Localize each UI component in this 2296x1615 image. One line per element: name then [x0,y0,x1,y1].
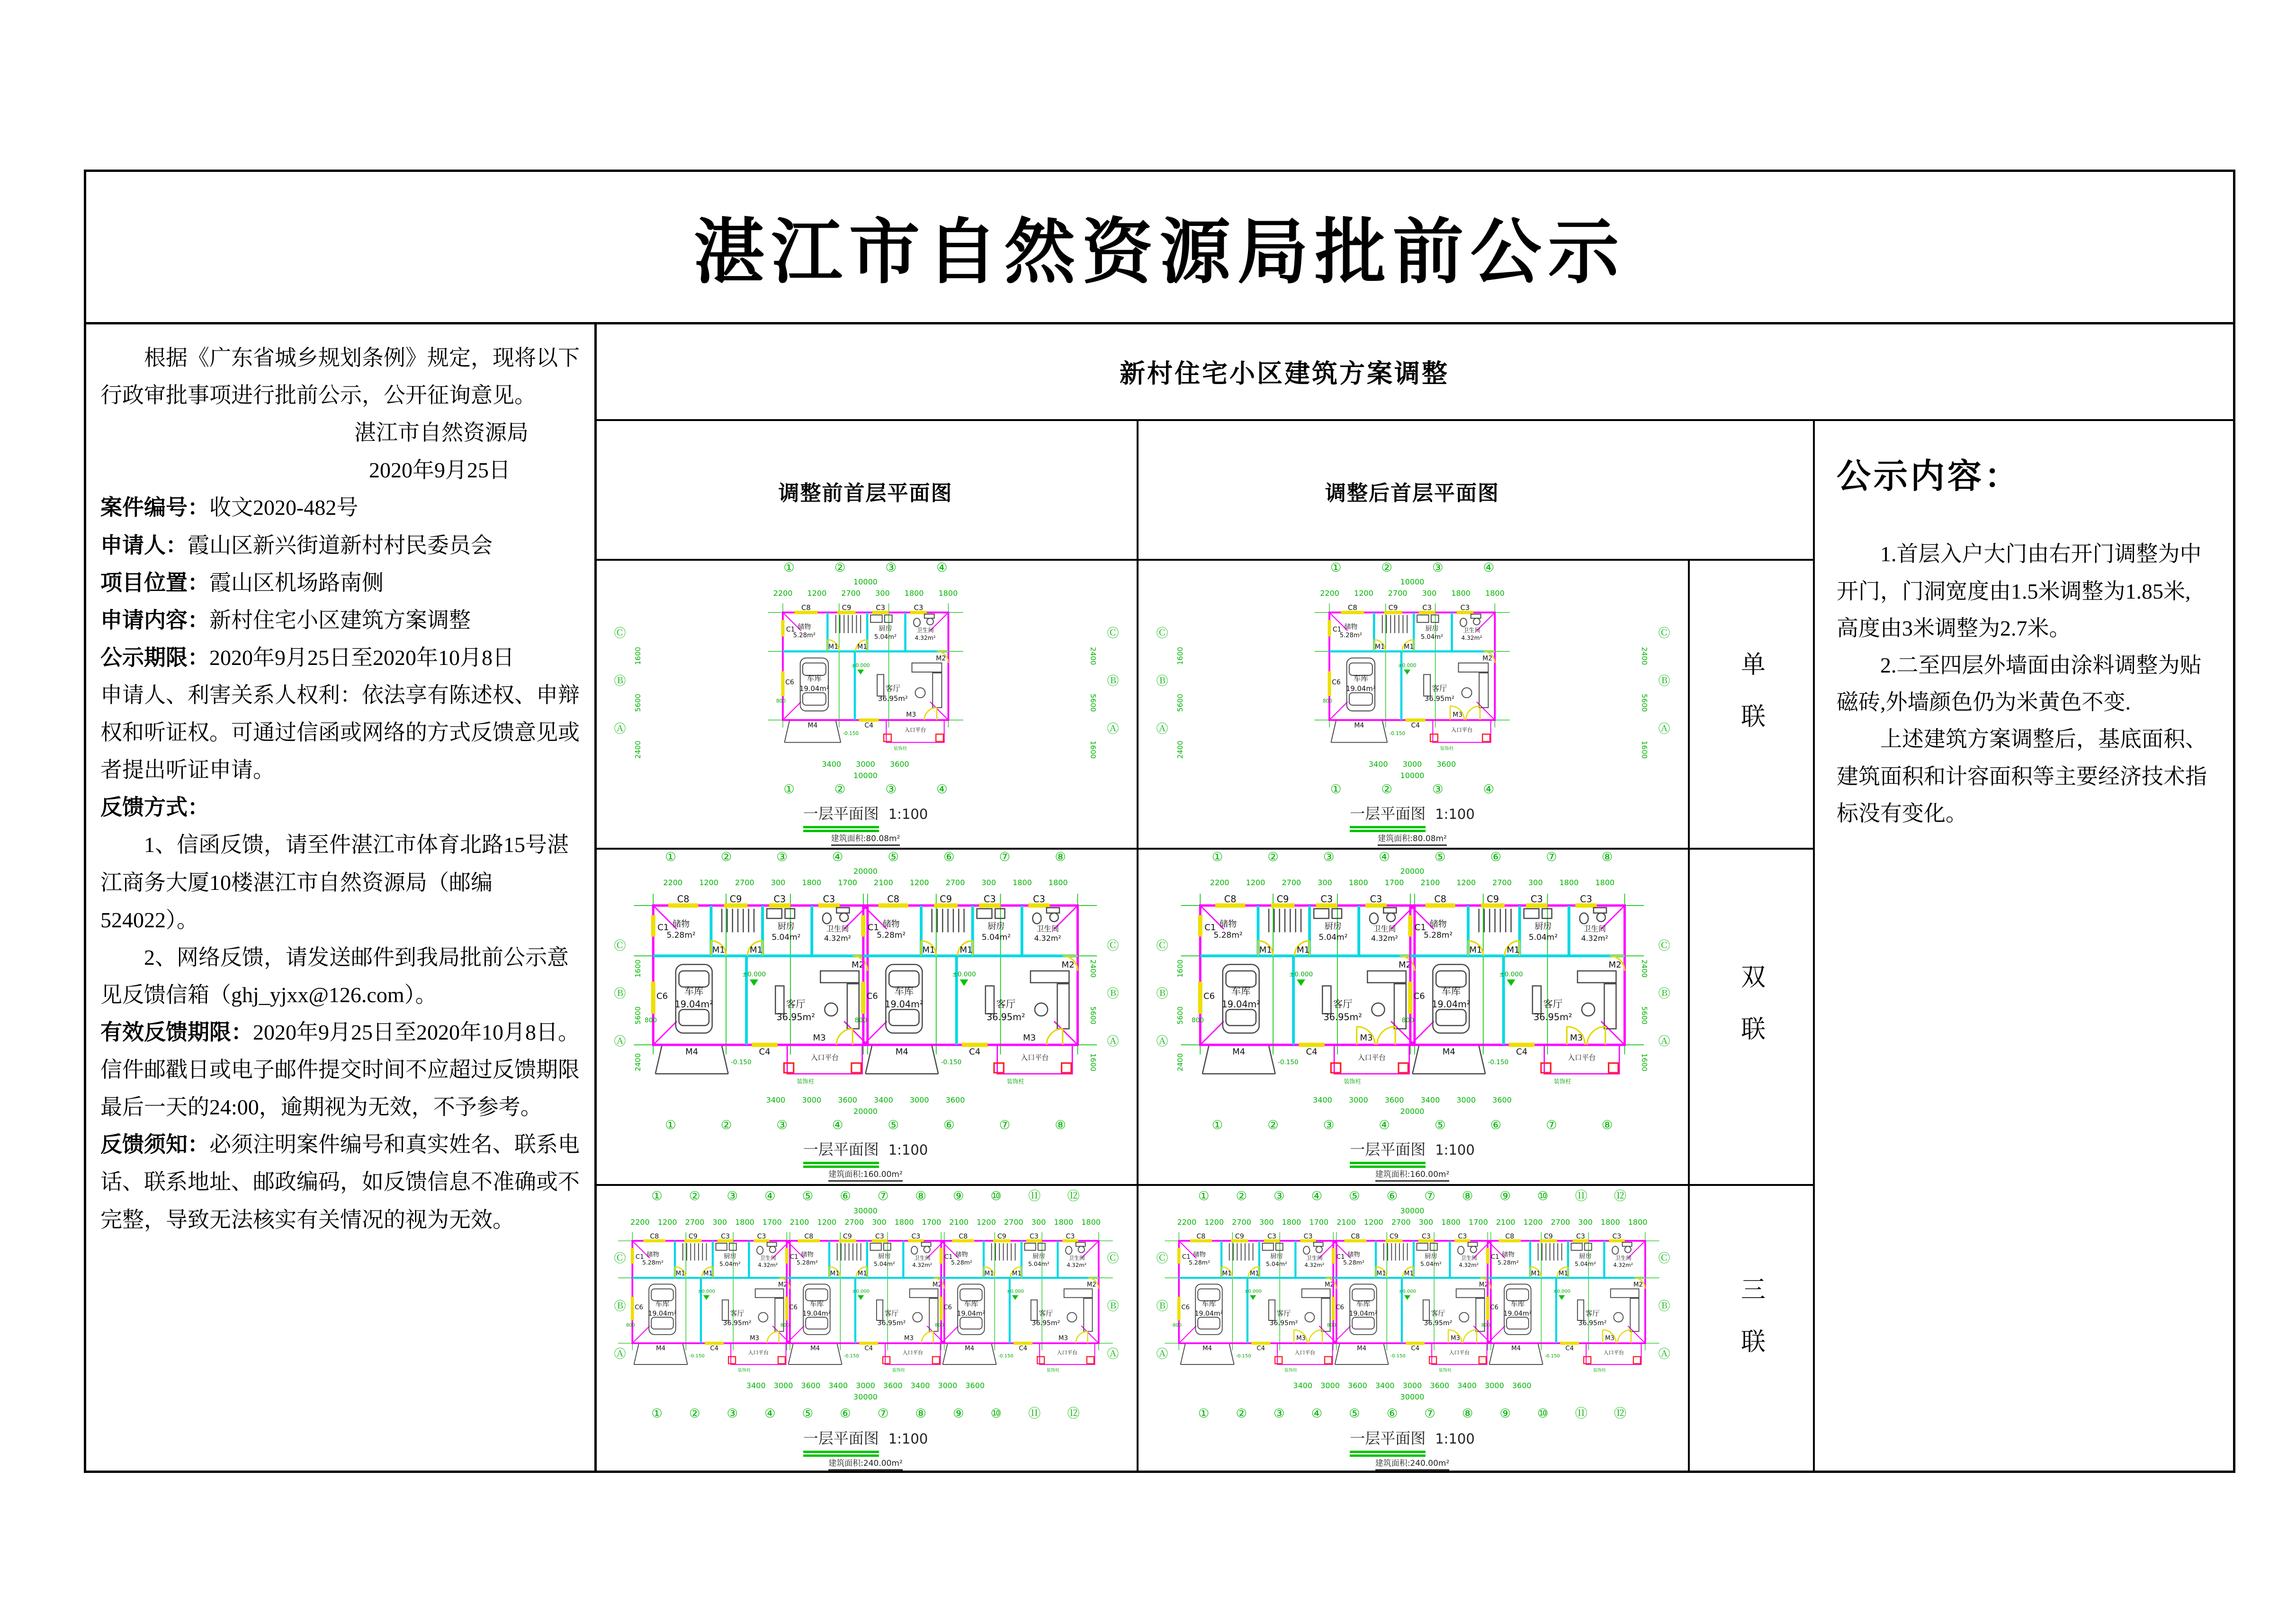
field-value: 2020年9月25日至2020年10月8日 [209,645,514,670]
plan-caption-scale: 1:100 [888,1431,928,1447]
dim-total-top: 30000 [853,1206,878,1215]
intro-paragraph: 根据《广东省城乡规划条例》规定，现将以下行政审批事项进行批前公示，公开征询意见。 [100,346,580,408]
dims-top: 2200 1200 2700 300 1800 1700 2100 1200 2700 300 1800 1700 2100 1200 2700 300 1800 1800 [1177,1218,1648,1227]
plan-cell-triple-after [1139,1186,1686,1471]
side-dimensions: 2400 5600 1600 [634,646,642,759]
row-label-triple: 三联 [1737,1276,1764,1381]
axis-numbers-bottom: ① ② ③ ④ ⑤ ⑥ ⑦ ⑧ ⑨ ⑩ ⑪ ⑫ [651,1407,1080,1421]
field-label: 项目位置： [100,570,209,595]
axis-numbers-bottom: ① ② ③ ④ ⑤ ⑥ ⑦ ⑧ [1211,1118,1613,1132]
field-value: 霞山区新兴街道新村村民委员会 [188,533,493,557]
plan-floor-area: 建筑面积:80.08m² [1378,832,1447,846]
dims-bottom: 3400 3000 3600 3400 3000 3600 [766,1095,965,1104]
notice-content-title: 公示内容： [1837,458,2022,495]
dim-total-bottom: 20000 [853,1107,878,1116]
field-applicant [100,527,580,564]
plan-caption [1350,802,1475,829]
dims-bottom: 3400 3000 3600 3400 3000 3600 [1313,1095,1512,1104]
plan-floor-area: 建筑面积:80.08m² [831,832,900,846]
dims-bottom: 3400 3000 3600 3400 3000 3600 3400 3000 3600 [746,1381,985,1390]
plan-cell-double-before [596,850,1135,1182]
side-axis-letters: Ⓒ Ⓑ Ⓐ [1657,1252,1670,1376]
axis-numbers-bottom: ① ② ③ ④ ⑤ ⑥ ⑦ ⑧ [665,1118,1066,1132]
plan-caption-scale: 1:100 [1435,806,1475,822]
plan-caption-title: 一层平面图 [1350,802,1426,829]
side-dimensions: 2400 5600 1600 [634,959,642,1072]
field-value: 新村住宅小区建筑方案调整 [209,608,471,632]
dims-top: 2200 1200 2700 300 1800 1700 2100 1200 2700 300 1800 1700 2100 1200 2700 300 1800 1800 [630,1218,1101,1227]
signature-org: 湛江市自然资源局 [354,421,529,445]
field-value: 霞山区机场路南侧 [209,570,384,595]
floor-plan-double-before [632,889,1099,1093]
plan-caption-title: 一层平面图 [803,1138,879,1165]
dim-total-bottom: 10000 [853,771,878,780]
notice-content-p1: 1.首层入户大门由右开门调整为中开门，门洞宽度由1.5米调整为1.85米,高度由3米调整为2.7米。 [1837,542,2202,640]
notice-content-panel [1815,423,2233,1471]
side-axis-letters: Ⓒ Ⓑ Ⓐ [612,1252,626,1376]
plan-caption [803,802,928,829]
dim-total-bottom: 10000 [1400,771,1425,780]
plan-floor-area: 建筑面积:160.00m² [1375,1167,1450,1182]
plan-caption-title: 一层平面图 [803,1427,879,1454]
plan-floor-area: 建筑面积:240.00m² [1375,1456,1450,1471]
floor-plan-triple-after [1163,1229,1661,1379]
floor-plan-triple-before [617,1229,1114,1379]
field-label: 案件编号： [100,495,209,520]
field-period [100,639,580,676]
dim-total-top: 20000 [853,867,878,876]
floor-plan-single-after [1313,600,1511,757]
plan-caption-title: 一层平面图 [1350,1138,1426,1165]
page-title: 湛江市自然资源局批前公示 [693,214,1626,292]
side-axis-letters: Ⓒ Ⓑ Ⓐ [1105,939,1119,1063]
floor-plan-double-after [1179,889,1646,1093]
dims-bottom: 3400 3000 3600 3400 3000 3600 3400 3000 3600 [1293,1381,1532,1390]
dim-total-top: 10000 [853,577,878,586]
side-axis-letters: Ⓒ Ⓑ Ⓐ [1155,627,1168,751]
dim-total-bottom: 20000 [1400,1107,1425,1116]
side-axis-letters: Ⓒ Ⓑ Ⓐ [1105,627,1119,751]
plans-section-title: 新村住宅小区建筑方案调整 [1120,359,1449,388]
row-label-single: 单联 [1737,651,1764,755]
side-dimensions: 2400 5600 1600 [1176,959,1184,1072]
plan-floor-area: 建筑面积:240.00m² [828,1456,903,1471]
axis-numbers-bottom: ① ② ③ ④ ⑤ ⑥ ⑦ ⑧ ⑨ ⑩ ⑪ ⑫ [1198,1407,1626,1421]
side-dimensions: 2400 5600 1600 [1089,646,1097,759]
dims-top: 2200 1200 2700 300 1800 1700 2100 1200 2700 300 1800 1800 [663,878,1068,887]
axis-numbers-top: ① ② ③ ④ [783,561,948,575]
field-content [100,601,580,639]
field-location [100,564,580,601]
plan-caption [803,1427,928,1454]
dim-total-top: 30000 [1400,1206,1425,1215]
row-label-double: 双联 [1737,964,1764,1068]
feedback-heading: 反馈方式： [100,795,209,820]
plan-cell-single-after [1139,561,1686,846]
feedback-item-email: 2、网络反馈，请发送邮件到我局批前公示意见反馈信箱（ghj_yjxx@126.com）。 [100,945,569,1007]
notice-content-p2: 2.二至四层外墙面由涂料调整为贴磁砖,外墙颜色仍为米黄色不变. [1837,653,2202,715]
deadline-label: 有效反馈期限： [100,1020,253,1044]
plan-caption-title: 一层平面图 [1350,1427,1426,1454]
side-axis-letters: Ⓒ Ⓑ Ⓐ [1105,1252,1119,1376]
rule-under-plans-header [594,419,2235,421]
dim-total-top: 20000 [1400,867,1425,876]
plan-floor-area: 建筑面积:160.00m² [828,1167,903,1182]
signature-date: 2020年9月25日 [369,458,511,483]
axis-numbers-top: ① ② ③ ④ ⑤ ⑥ ⑦ ⑧ ⑨ ⑩ ⑪ ⑫ [1198,1189,1626,1203]
dims-bottom: 3400 3000 3600 [1368,760,1456,769]
dims-top: 2200 1200 2700 300 1800 1800 [1320,589,1505,598]
axis-numbers-top: ① ② ③ ④ ⑤ ⑥ ⑦ ⑧ [665,850,1066,864]
plan-caption [1350,1427,1475,1454]
axis-numbers-bottom: ① ② ③ ④ [1330,782,1495,797]
axis-numbers-top: ① ② ③ ④ [1330,561,1495,575]
side-axis-letters: Ⓒ Ⓑ Ⓐ [1155,939,1168,1063]
side-dimensions: 2400 5600 1600 [1176,646,1184,759]
dim-total-bottom: 30000 [853,1392,878,1401]
plan-cell-double-after [1139,850,1686,1182]
plan-caption-scale: 1:100 [1435,1431,1475,1447]
side-dimensions: 2400 5600 1600 [1640,646,1649,759]
plan-caption-scale: 1:100 [888,806,928,822]
notice-paragraph [100,1126,580,1238]
field-label: 公示期限： [100,645,209,670]
floor-plan-single-before [766,600,965,757]
dims-bottom: 3400 3000 3600 [822,760,909,769]
notice-content-p3: 上述建筑方案调整后，基底面积、建筑面积和计容面积等主要经济技术指标没有变化。 [1837,727,2207,825]
deadline-paragraph [100,1014,580,1126]
side-dimensions: 2400 5600 1600 [1089,959,1097,1072]
plan-cell-single-before [596,561,1135,846]
plan-caption [803,1138,928,1165]
plan-caption-scale: 1:100 [888,1142,928,1158]
axis-numbers-bottom: ① ② ③ ④ [783,782,948,797]
dim-total-bottom: 30000 [1400,1392,1425,1401]
side-axis-letters: Ⓒ Ⓑ Ⓐ [612,627,626,751]
feedback-item-mail: 1、信函反馈，请至件湛江市体育北路15号湛江商务大厦10楼湛江市自然资源局（邮编524022）。 [100,833,569,932]
column-header-after: 调整后首层平面图 [1325,481,1499,505]
plan-caption-scale: 1:100 [1435,1142,1475,1158]
field-label: 申请人： [100,533,188,557]
dim-total-top: 10000 [1400,577,1425,586]
plan-cell-triple-before [596,1186,1135,1471]
side-axis-letters: Ⓒ Ⓑ Ⓐ [1657,939,1670,1063]
notice-text: 必须注明案件编号和真实姓名、联系电话、联系地址、邮政编码，如反馈信息不准确或不完整，导致无法核实有关情况的视为无效。 [100,1132,580,1232]
field-value: 收文2020-482号 [209,495,359,520]
side-dimensions: 2400 5600 1600 [1640,959,1649,1072]
field-case-no [100,489,580,526]
plan-caption [1350,1138,1475,1165]
plan-caption-title: 一层平面图 [803,802,879,829]
deadline-text: 2020年9月25日至2020年10月8日。信件邮戳日或电子邮件提交时间不应超过反馈期限最后一天的24:00，逾期视为无效，不予参考。 [100,1020,580,1120]
dims-top: 2200 1200 2700 300 1800 1700 2100 1200 2700 300 1800 1800 [1210,878,1615,887]
side-axis-letters: Ⓒ Ⓑ Ⓐ [1155,1252,1168,1376]
field-label: 申请内容： [100,608,209,632]
dims-top: 2200 1200 2700 300 1800 1800 [773,589,958,598]
axis-numbers-top: ① ② ③ ④ ⑤ ⑥ ⑦ ⑧ ⑨ ⑩ ⑪ ⑫ [651,1189,1080,1203]
notice-label: 反馈须知： [100,1132,209,1157]
rights-paragraph: 申请人、利害关系人权利：依法享有陈述权、申辩权和听证权。可通过信函或网络的方式反馈意见或者提出听证申请。 [100,682,580,782]
axis-numbers-top: ① ② ③ ④ ⑤ ⑥ ⑦ ⑧ [1211,850,1613,864]
column-header-before: 调整前首层平面图 [778,481,953,505]
side-axis-letters: Ⓒ Ⓑ Ⓐ [612,939,626,1063]
side-axis-letters: Ⓒ Ⓑ Ⓐ [1657,627,1670,751]
left-notice-text [86,327,592,1468]
